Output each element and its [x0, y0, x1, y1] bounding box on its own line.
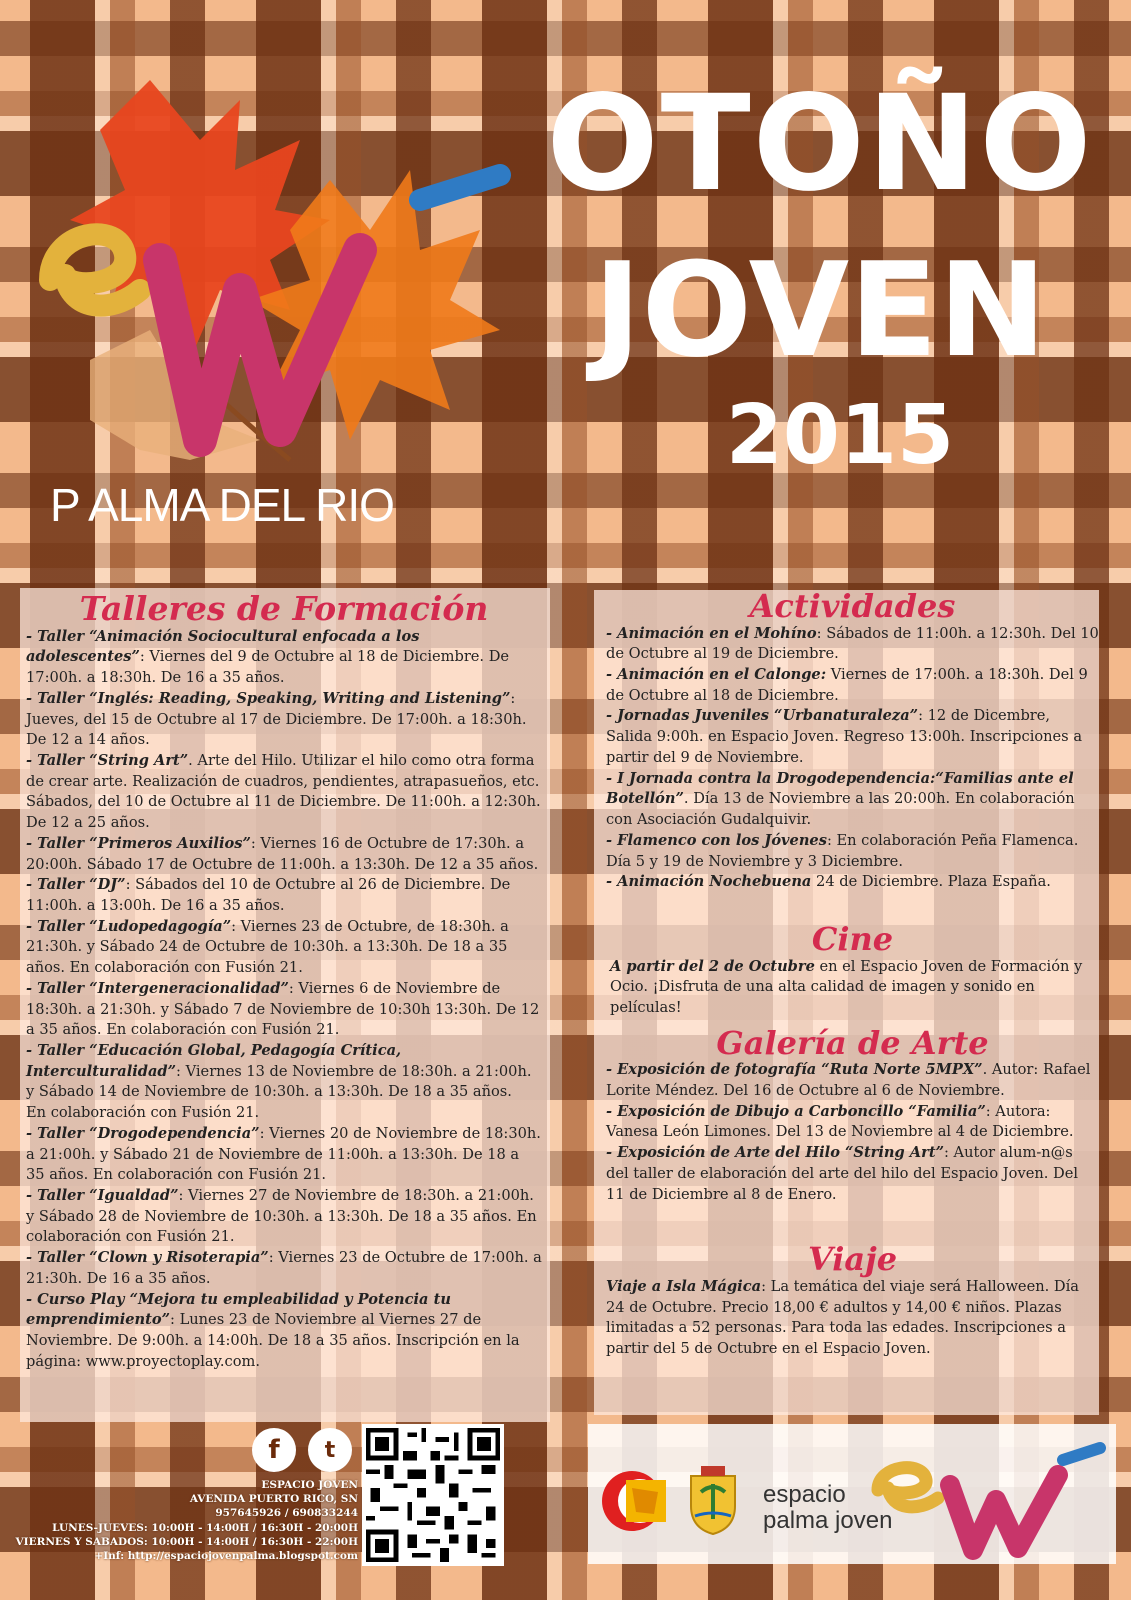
taller-item-text: : Viernes 20 de Noviembre de 18:30h. a 21:00h. y Sábado 21 de Noviembre de 11:00h. a 13:30h. De 18 a 35 años. En colaboración con Fusión 21. — [26, 1124, 541, 1184]
actividad-item-text: : 12 de Dicembre, Salida 9:00h. en Espacio Joven. Regreso 13:00h. Inscripciones a partir del 9 de Noviembre. — [606, 707, 1083, 766]
actividad-item-text: Viernes de 17:00h. a 18:30h. Del 9 de Octubre al 18 de Diciembre. — [606, 666, 1088, 704]
taller-item-title: - Taller “Inglés: Reading, Speaking, Writing and Listening” — [26, 689, 511, 707]
taller-item — [26, 1041, 542, 1103]
right-panel — [594, 587, 1099, 1415]
brand-line-2: palma joven — [763, 1507, 893, 1535]
sponsor-bar — [588, 1424, 1116, 1564]
actividad-item — [606, 624, 1099, 665]
twitter-icon[interactable]: t — [308, 1428, 352, 1472]
exposicion-item — [606, 1143, 1099, 1205]
title-line-1: OTOÑO — [546, 67, 1094, 221]
facebook-icon[interactable]: f — [252, 1428, 296, 1472]
actividad-item-title: - Animación Nochebuena — [606, 873, 812, 891]
talleres-title: Talleres de Formación — [79, 589, 489, 628]
cine-bold: A partir del 2 de Octubre — [610, 957, 815, 975]
exposicion-item-text: : Autora: Vanesa León Limones. Del 13 de Noviembre al 4 de Diciembre. — [606, 1102, 1074, 1141]
viaje-text — [606, 1277, 1099, 1360]
cine-body: en el Espacio Joven de Formación y Ocio. ¡Disfruta de una alta calidad de imagen y sonido en películas! — [610, 957, 1083, 1016]
exposicion-item — [606, 1102, 1099, 1143]
exposicion-item-text: . Autor: Rafael Lorite Méndez. Del 16 de Octubre al 6 de Noviembre. — [606, 1061, 1091, 1099]
actividad-item-title: - Flamenco con los Jóvenes — [606, 831, 827, 849]
title-year: 2015 — [725, 388, 955, 483]
talleres-panel — [20, 588, 550, 1422]
actividad-item-text: 24 de Diciembre. Plaza España. — [811, 873, 1051, 891]
actividad-item — [606, 831, 1099, 872]
galeria-list — [606, 1060, 1099, 1205]
contact-line: AVENIDA PUERTO RICO, SN — [189, 1493, 358, 1506]
taller-item — [26, 834, 542, 875]
contact-line: LUNES-JUEVES: 10:00H - 14:00H / 16:30H - 20:00H — [52, 1521, 358, 1534]
taller-item-title: - Taller “Animación Sociocultural enfocada a los adolescentes” — [26, 627, 420, 666]
brand-line-1: espacio — [763, 1481, 846, 1508]
taller-item-text: : Viernes 23 de Octubre de 17:00h. a 21:30h. De 16 a 35 años. — [26, 1249, 542, 1287]
contact-info — [0, 1478, 358, 1563]
taller-item — [26, 917, 542, 979]
taller-item — [26, 1103, 542, 1124]
galeria-title: Galería de Arte — [716, 1023, 989, 1062]
exposicion-item-title: - Exposición de Arte del Hilo “String Art” — [606, 1144, 944, 1162]
taller-item-text: : Viernes 27 de Noviembre de 18:30h. a 21:00h. y Sábado 28 de Noviembre de 10:30h. a 13:30h. De 18 a 35 años. En colaboración con Fusión 21. — [26, 1187, 537, 1246]
taller-item — [26, 979, 542, 1041]
taller-item-title: - Taller “Primeros Auxilios” — [26, 834, 251, 852]
taller-item-text: : Viernes 6 de Noviembre de 18:30h. a 21:30h. y Sábado 7 de Noviembre de 10:30h 13:30h. De 12 a 35 años. En colaboración con Fusión 21. — [26, 979, 540, 1039]
title-line-2: JOVEN — [593, 234, 1047, 386]
actividades-list — [606, 624, 1099, 893]
taller-item-title: - Curso Play “Mejora tu empleabilidad y Potencia tu emprendimiento” — [26, 1290, 451, 1329]
autumn-leaves-icon — [30, 60, 530, 480]
qr-code-icon[interactable] — [362, 1424, 504, 1566]
actividad-item — [606, 769, 1099, 831]
town-crest-icon — [683, 1464, 743, 1536]
taller-item-title: - Taller “Drogodependencia” — [26, 1124, 260, 1142]
taller-item-text: : Viernes 16 de Octubre de 17:30h. a 20:00h. Sábado 17 de Octubre de 11:00h. a 13:30h. De 12 a 35 años. — [26, 834, 539, 873]
taller-item — [26, 689, 542, 751]
actividad-item-title: - Animación en el Calonge: — [606, 666, 827, 684]
exposicion-item-title: - Exposición de Dibujo a Carboncillo “Familia” — [606, 1102, 986, 1120]
contact-line: 957645926 / 690833244 — [215, 1507, 358, 1520]
taller-item-text: : Sábados del 10 de Octubre al 26 de Diciembre. De 11:00h. a 13:00h. De 16 a 35 años. — [26, 876, 511, 914]
taller-item — [26, 1124, 542, 1186]
contact-line: VIERNES Y SABADOS: 10:00H - 14:00H / 16:30H - 22:00H — [15, 1535, 358, 1548]
actividad-item-text: . Día 13 de Noviembre a las 20:00h. En colaboración con Asociación Gudalquivir. — [606, 790, 1075, 829]
viaje-bold: Viaje a Isla Mágica — [606, 1277, 762, 1295]
institution-logo-icon — [598, 1468, 668, 1534]
exposicion-item-title: - Exposición de fotografía “Ruta Norte 5MPX” — [606, 1061, 983, 1079]
viaje-title: Viaje — [807, 1240, 898, 1279]
talleres-list — [26, 627, 542, 1373]
taller-item — [26, 627, 542, 689]
actividad-item-title: - I Jornada contra la Drogodependencia:“Familias ante el Botellón” — [606, 769, 1074, 808]
taller-item-title: - Taller “Intergeneracionalidad” — [26, 979, 289, 997]
actividad-item — [606, 706, 1099, 768]
exposicion-item-text: : Autor alum-n@s del taller de elaboración del arte del hilo del Espacio Joven. Del 11 de Diciembre al 8 de Enero. — [606, 1144, 1079, 1203]
actividades-title: Actividades — [749, 587, 956, 625]
viaje-body: : La temática del viaje será Halloween. Día 24 de Octubre. Precio 18,00 € adultos y 14,00 € niños. Plazas limitadas a 52 personas. Para toda las edades. Inscripciones a partir del 5 de Octubre en el Espacio Joven. — [606, 1277, 1079, 1358]
cine-text — [606, 957, 1099, 1019]
cine-title: Cine — [811, 919, 894, 958]
city-name: P ALMA DEL RIO — [50, 479, 394, 531]
taller-item-title: - Taller “Educación Global, Pedagogía Crítica, Interculturalidad” — [26, 1042, 402, 1080]
actividad-item-text: : Sábados de 11:00h. a 12:30h. Del 10 de Octubre al 19 de Diciembre. — [606, 624, 1099, 663]
contact-line: ESPACIO JOVEN — [261, 1479, 358, 1491]
taller-item-text: : Viernes 13 de Noviembre de 18:30h. a 21:00h. y Sábado 14 de Noviembre de 10:30h. a 13:30h. De 18 a 35 años. — [26, 1062, 532, 1101]
taller-item-title: - Taller “Ludopedagogía” — [26, 917, 232, 935]
actividad-item — [606, 872, 1099, 893]
taller-item-title: - Taller “Clown y Risoterapia” — [26, 1249, 269, 1267]
contact-link[interactable]: +Inf: http://espaciojovenpalma.blogspot.com — [94, 1549, 358, 1562]
exposicion-item — [606, 1060, 1099, 1101]
ew-logo-with-leaves — [30, 60, 530, 480]
taller-item-title: - Taller “String Art” — [26, 751, 189, 769]
taller-item-title: - Taller “Igualdad” — [26, 1187, 179, 1205]
taller-item-text: : Jueves, del 15 de Octubre al 17 de Diciembre. De 17:00h. a 18:30h. De 12 a 14 años. — [26, 689, 527, 749]
taller-item-title: - Taller “DJ” — [26, 876, 126, 894]
taller-item — [26, 1290, 542, 1373]
taller-item — [26, 875, 542, 916]
taller-item — [26, 1248, 542, 1289]
taller-item-text: : Viernes del 9 de Octubre al 18 de Diciembre. De 17:00h. a 18:30h. De 16 a 35 años. — [26, 648, 510, 687]
actividad-item-title: - Animación en el Mohíno — [606, 624, 817, 642]
actividad-item-text: : En colaboración Peña Flamenca. Día 5 y 19 de Noviembre y 3 Diciembre. — [606, 831, 1079, 870]
taller-item — [26, 751, 542, 834]
taller-item-text: : Lunes 23 de Noviembre al Viernes 27 de Noviembre. De 9:00h. a 14:00h. De 18 a 35 años. Inscripción en la página: www.proyectoplay.com. — [26, 1311, 520, 1370]
taller-item-text: . Arte del Hilo. Utilizar el hilo como otra forma de crear arte. Realización de cuadros, pendientes, atrapasueños, etc. Sábados, del 10 de Octubre al 11 de Diciembre. De 11:00h. a 12:30h. De 12 a 25 años. — [26, 751, 541, 832]
actividad-item-title: - Jornadas Juveniles “Urbanaturaleza” — [606, 707, 919, 725]
taller-item-text: : Viernes 23 de Octubre, de 18:30h. a 21:30h. y Sábado 24 de Octubre de 10:30h. a 13:30h. De 18 a 35 años. En colaboración con Fusión 21. — [26, 917, 509, 977]
taller-item — [26, 1186, 542, 1248]
actividad-item — [606, 665, 1099, 706]
taller-item-text: En colaboración con Fusión 21. — [26, 1104, 260, 1122]
ew-logo-small — [868, 1430, 1108, 1560]
